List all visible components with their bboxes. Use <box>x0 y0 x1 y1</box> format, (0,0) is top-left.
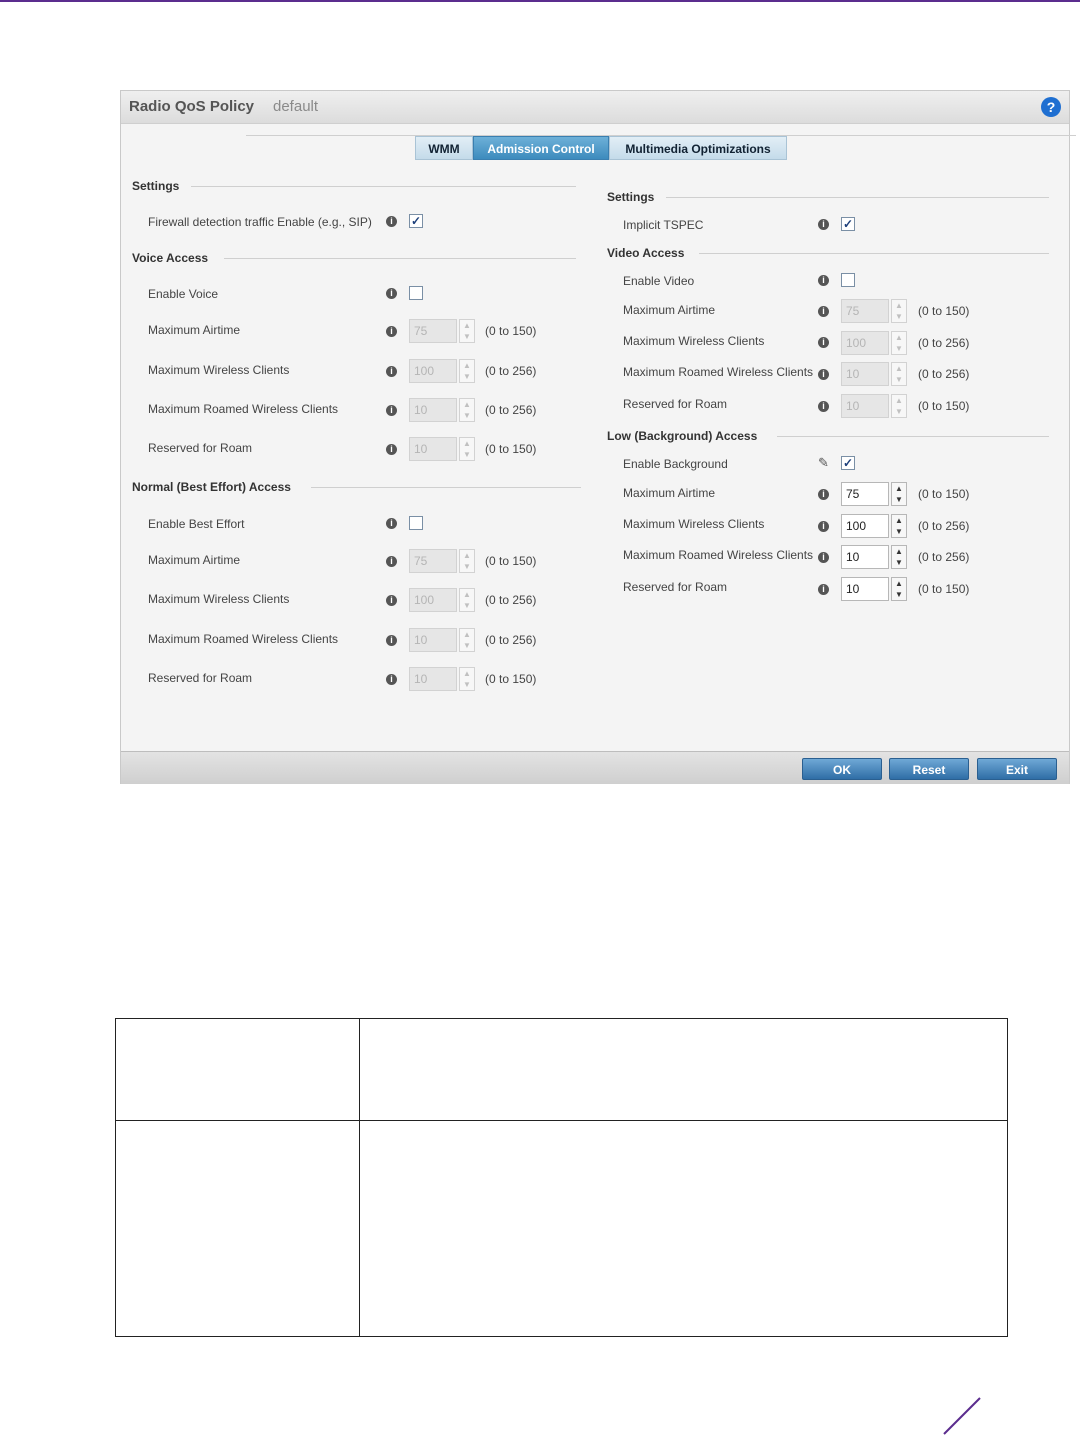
spinner-arrows-icon[interactable]: ▲ ▼ <box>891 299 907 323</box>
voice-max-roamed-label: Maximum Roamed Wireless Clients <box>148 402 339 416</box>
video-max-roamed-range: (0 to 256) <box>918 367 970 381</box>
normal-max-roamed-range: (0 to 256) <box>485 633 537 647</box>
spinner-arrows-icon[interactable]: ▲ ▼ <box>459 628 475 652</box>
info-icon[interactable]: i <box>386 366 397 377</box>
left-settings-heading: Settings <box>132 179 180 193</box>
spinner-arrows-icon[interactable]: ▲ ▼ <box>459 319 475 343</box>
voice-access-heading: Voice Access <box>132 251 209 265</box>
low-max-airtime-input[interactable]: 75 <box>841 482 889 506</box>
normal-max-clients-range: (0 to 256) <box>485 593 537 607</box>
info-icon[interactable]: i <box>818 275 829 286</box>
page-top-rule <box>0 0 1080 2</box>
dialog-titlebar <box>121 91 1069 124</box>
low-reserved-roam-range: (0 to 150) <box>918 582 970 596</box>
spinner-arrows-icon[interactable]: ▲ ▼ <box>459 667 475 691</box>
info-icon[interactable]: i <box>386 405 397 416</box>
low-max-roamed-range: (0 to 256) <box>918 550 970 564</box>
normal-max-airtime-label: Maximum Airtime <box>148 553 241 567</box>
voice-max-airtime-input[interactable]: 75 <box>409 319 457 343</box>
firewall-detection-checkbox[interactable]: ✓ <box>410 214 422 228</box>
info-icon[interactable]: i <box>818 401 829 412</box>
info-icon[interactable]: i <box>818 337 829 348</box>
enable-background-checkbox[interactable]: ✓ <box>842 456 854 470</box>
voice-max-roamed-range: (0 to 256) <box>485 403 537 417</box>
video-max-clients-label: Maximum Wireless Clients <box>623 334 765 348</box>
normal-max-airtime-range: (0 to 150) <box>485 554 537 568</box>
info-icon[interactable]: i <box>386 216 397 227</box>
normal-max-clients-label: Maximum Wireless Clients <box>148 592 290 606</box>
section-rule <box>666 197 1049 198</box>
spinner-arrows-icon[interactable]: ▲ ▼ <box>891 394 907 418</box>
voice-max-clients-range: (0 to 256) <box>485 364 537 378</box>
video-max-clients-input[interactable]: 100 <box>841 331 889 355</box>
info-icon[interactable]: i <box>818 489 829 500</box>
info-icon[interactable]: i <box>818 552 829 563</box>
spinner-arrows-icon[interactable]: ▲ ▼ <box>459 437 475 461</box>
enable-best-effort-checkbox[interactable] <box>409 516 423 530</box>
ok-button[interactable]: OK <box>802 758 882 780</box>
table-row-divider <box>116 1120 1007 1121</box>
low-max-roamed-input[interactable]: 10 <box>841 545 889 569</box>
spinner-arrows-icon[interactable]: ▲ ▼ <box>459 549 475 573</box>
video-max-airtime-range: (0 to 150) <box>918 304 970 318</box>
implicit-tspec-checkbox[interactable]: ✓ <box>842 217 854 231</box>
right-settings-heading: Settings <box>607 190 655 204</box>
normal-max-airtime-input[interactable]: 75 <box>409 549 457 573</box>
normal-reserved-roam-input[interactable]: 10 <box>409 667 457 691</box>
spinner-arrows-icon[interactable]: ▲ ▼ <box>891 482 907 506</box>
spinner-arrows-icon[interactable]: ▲ ▼ <box>891 545 907 569</box>
info-icon[interactable]: i <box>386 595 397 606</box>
enable-voice-checkbox[interactable] <box>409 286 423 300</box>
enable-video-checkbox[interactable] <box>841 273 855 287</box>
firewall-detection-label: Firewall detection traffic Enable (e.g., SIP) <box>148 215 372 229</box>
section-rule <box>311 487 581 488</box>
implicit-tspec-label: Implicit TSPEC <box>623 218 704 232</box>
video-reserved-roam-range: (0 to 150) <box>918 399 970 413</box>
info-icon[interactable]: i <box>386 288 397 299</box>
tab-wmm[interactable]: WMM <box>415 136 473 160</box>
video-max-airtime-input[interactable]: 75 <box>841 299 889 323</box>
voice-max-clients-input[interactable]: 100 <box>409 359 457 383</box>
tab-multimedia-optimizations[interactable]: Multimedia Optimizations <box>609 136 787 160</box>
low-max-airtime-range: (0 to 150) <box>918 487 970 501</box>
exit-button[interactable]: Exit <box>977 758 1057 780</box>
voice-max-clients-label: Maximum Wireless Clients <box>148 363 290 377</box>
spinner-arrows-icon[interactable]: ▲ ▼ <box>891 577 907 601</box>
section-rule <box>699 253 1049 254</box>
spinner-arrows-icon[interactable]: ▲ ▼ <box>891 362 907 386</box>
enable-best-effort-label: Enable Best Effort <box>148 517 245 531</box>
video-reserved-roam-label: Reserved for Roam <box>623 397 728 411</box>
policy-name: default <box>273 98 319 115</box>
normal-max-roamed-label: Maximum Roamed Wireless Clients <box>148 632 339 646</box>
spinner-arrows-icon[interactable]: ▲ ▼ <box>459 398 475 422</box>
section-rule <box>191 186 576 187</box>
info-icon[interactable]: i <box>818 219 829 230</box>
radio-qos-policy-dialog <box>120 90 1070 784</box>
low-max-clients-range: (0 to 256) <box>918 519 970 533</box>
info-icon[interactable]: i <box>386 326 397 337</box>
info-icon[interactable]: i <box>386 635 397 646</box>
spinner-arrows-icon[interactable]: ▲ ▼ <box>891 514 907 538</box>
info-icon[interactable]: i <box>386 444 397 455</box>
normal-reserved-roam-range: (0 to 150) <box>485 672 537 686</box>
low-max-roamed-label: Maximum Roamed Wireless Clients <box>623 548 814 562</box>
info-icon[interactable]: i <box>818 521 829 532</box>
normal-reserved-roam-label: Reserved for Roam <box>148 671 253 685</box>
enable-background-label: Enable Background <box>623 457 728 471</box>
info-icon[interactable]: i <box>818 369 829 380</box>
low-reserved-roam-label: Reserved for Roam <box>623 580 728 594</box>
spinner-arrows-icon[interactable]: ▲ ▼ <box>459 588 475 612</box>
tab-admission-control[interactable]: Admission Control <box>473 136 609 160</box>
voice-reserved-roam-input[interactable]: 10 <box>409 437 457 461</box>
info-icon[interactable]: i <box>386 674 397 685</box>
info-icon[interactable]: i <box>386 556 397 567</box>
video-reserved-roam-input[interactable]: 10 <box>841 394 889 418</box>
video-max-roamed-label: Maximum Roamed Wireless Clients <box>623 365 814 379</box>
section-rule <box>777 436 1049 437</box>
normal-max-roamed-input[interactable]: 10 <box>409 628 457 652</box>
reset-button[interactable]: Reset <box>889 758 969 780</box>
spinner-arrows-icon[interactable]: ▲ ▼ <box>891 331 907 355</box>
enable-voice-label: Enable Voice <box>148 287 219 301</box>
voice-reserved-roam-range: (0 to 150) <box>485 442 537 456</box>
low-max-airtime-label: Maximum Airtime <box>623 486 716 500</box>
enable-video-label: Enable Video <box>623 274 695 288</box>
voice-max-roamed-input[interactable]: 10 <box>409 398 457 422</box>
pencil-icon: ✎ <box>818 455 829 470</box>
low-max-clients-label: Maximum Wireless Clients <box>623 517 765 531</box>
section-rule <box>224 258 576 259</box>
video-max-airtime-label: Maximum Airtime <box>623 303 716 317</box>
info-icon[interactable]: i <box>818 584 829 595</box>
normal-access-heading: Normal (Best Effort) Access <box>132 480 291 494</box>
video-max-clients-range: (0 to 256) <box>918 336 970 350</box>
low-max-clients-input[interactable]: 100 <box>841 514 889 538</box>
description-table <box>115 1018 1008 1337</box>
voice-max-airtime-range: (0 to 150) <box>485 324 537 338</box>
corner-slash-mark <box>940 1396 984 1436</box>
spinner-arrows-icon[interactable]: ▲ ▼ <box>459 359 475 383</box>
video-access-heading: Video Access <box>607 246 685 260</box>
table-column-divider <box>359 1019 360 1336</box>
voice-max-airtime-label: Maximum Airtime <box>148 323 241 337</box>
normal-max-clients-input[interactable]: 100 <box>409 588 457 612</box>
dialog-footer <box>121 751 1069 784</box>
video-max-roamed-input[interactable]: 10 <box>841 362 889 386</box>
dialog-title: Radio QoS Policy <box>129 98 255 115</box>
low-reserved-roam-input[interactable]: 10 <box>841 577 889 601</box>
help-icon[interactable]: ? <box>1041 97 1061 117</box>
info-icon[interactable]: i <box>386 518 397 529</box>
info-icon[interactable]: i <box>818 306 829 317</box>
voice-reserved-roam-label: Reserved for Roam <box>148 441 253 455</box>
low-access-heading: Low (Background) Access <box>607 429 758 443</box>
